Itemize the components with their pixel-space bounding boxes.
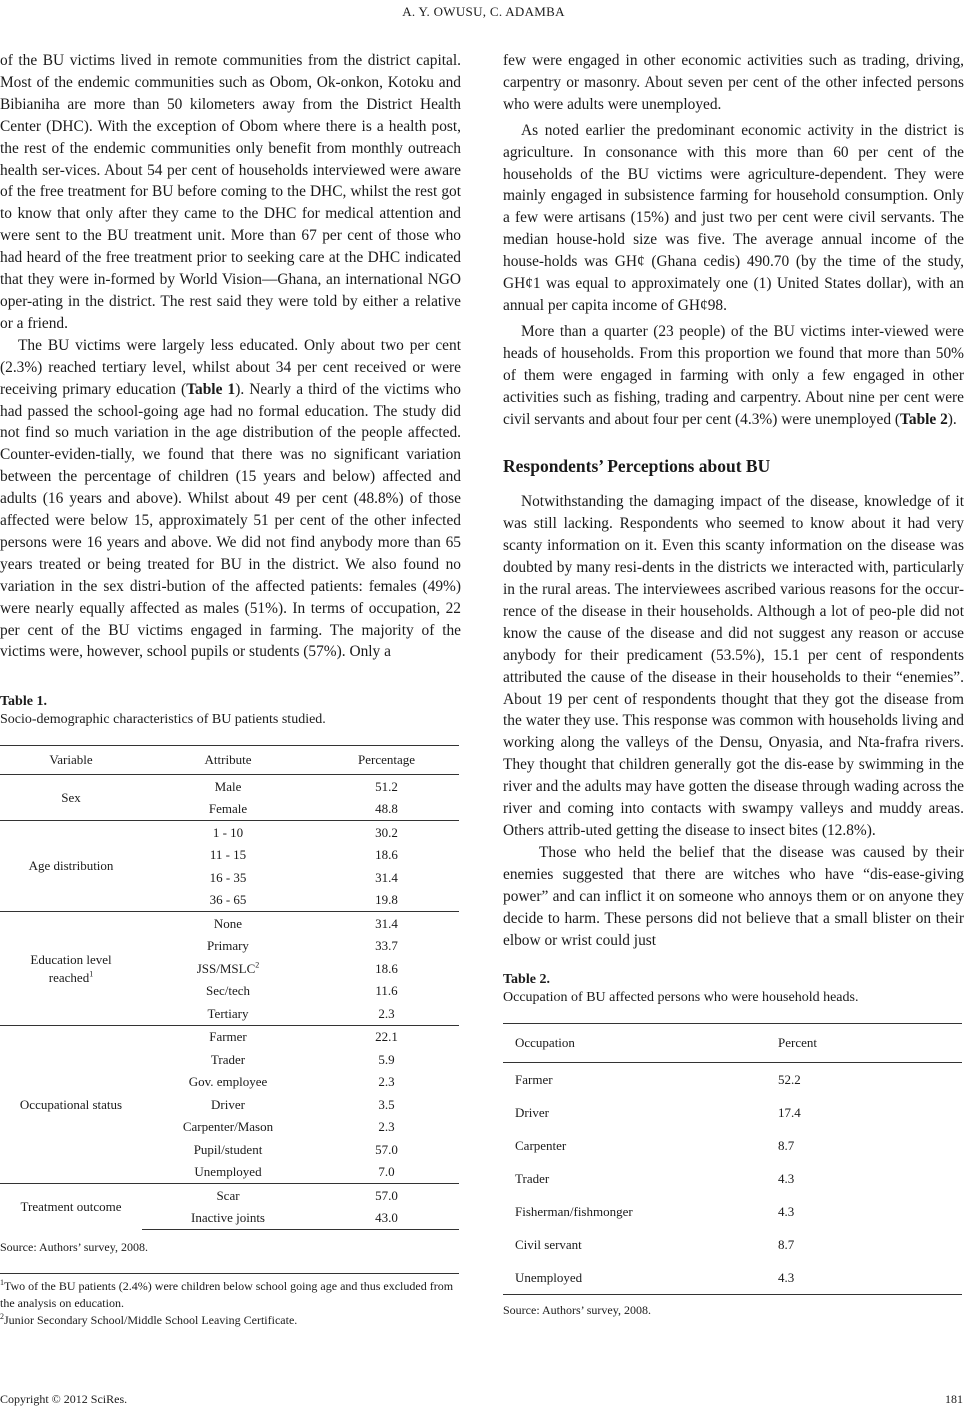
column-header: Variable: [0, 746, 142, 775]
percentage-cell: 18.6: [375, 847, 398, 863]
table-row: [0, 1025, 459, 1048]
attribute-cell: [142, 1048, 314, 1071]
paragraph: [503, 321, 964, 431]
table-row: [503, 1261, 962, 1295]
attribute-text: Farmer: [209, 1029, 247, 1045]
occupation-cell: Driver: [515, 1104, 549, 1120]
table-body: [0, 775, 459, 1230]
column-header: Percentage: [314, 746, 459, 775]
paragraph: Notwithstanding the damaging impact of the disease, knowledge of it was still lacking. Respondents who seemed to know about it had very scanty information on it. Even this scanty information on the disease was doubted by many resi-dents in the districts we interacted with, particularly in the rural areas. The interviewees ascribed various reasons for the occur-rence of the disease in their households. Although a lot of peo-ple did not know the cause of the disease and did not suggest any reason or accuse anybody for their predicament (53.5%), 15.1 per cent of respondents attributed the cause of the disease in their households to their “enemies”. About 19 per cent of respondents thought that they got the disease from the water they use. This response was common with households living and working along the valleys of the Densu, Onyasia, and Nta-frafra rivers. They thought that children generally got the dis-ease by swimming in the river and the adults may have gotten the disease through wading across the river and coming into contacts with swampy valleys and muddy areas. Others attrib-uted getting the disease to insect bites (12.8%).: [503, 493, 964, 839]
paragraph: few were engaged in other economic activities such as trading, driving, carpentry or masonry. About seven per cent of the other infected persons who were adults were unemployed.: [503, 52, 964, 113]
footnote-mark: 1: [0, 1278, 4, 1288]
footnote-text: Junior Secondary School/Middle School Leaving Certificate.: [4, 1313, 298, 1328]
variable-cell: Age distribution: [0, 821, 142, 912]
percentage-cell: 48.8: [375, 801, 398, 817]
table-label: Table 2.: [503, 972, 550, 988]
attribute-text: 11 - 15: [209, 847, 247, 863]
percent-cell: 52.2: [778, 1071, 801, 1087]
paragraph-text: ).: [947, 410, 957, 428]
page-number: 181: [945, 1392, 963, 1406]
left-column: [0, 50, 461, 1329]
table-body: [503, 1063, 962, 1295]
table-reference[interactable]: Table 2: [900, 410, 948, 428]
table-caption: Socio-demographic characteristics of BU patients studied.: [0, 712, 326, 728]
occupation-cell: Trader: [515, 1170, 550, 1186]
attribute-text: JSS/MSLC: [196, 960, 256, 976]
attribute-cell: [142, 1207, 314, 1230]
attribute-cell: [142, 775, 314, 798]
attribute-cell: [142, 1002, 314, 1025]
variable-cell: Occupational status: [0, 1025, 142, 1184]
column-header: Percent: [766, 1024, 962, 1063]
percentage-cell: 19.8: [375, 892, 398, 908]
footnote-mark: 1: [89, 969, 94, 979]
table-row: [0, 821, 459, 844]
percentage-cell: 30.2: [314, 821, 459, 844]
occupation-cell: Unemployed: [503, 1261, 766, 1295]
percentage-cell: 2.3: [378, 1074, 395, 1090]
attribute-text: Scar: [216, 1187, 240, 1203]
percentage-cell: 11.6: [375, 983, 398, 999]
table-row: [503, 1096, 962, 1129]
footnote-mark: 2: [0, 1312, 4, 1322]
variable-cell: Treatment outcome: [0, 1184, 142, 1230]
paragraph-text: More than a quarter (23 people) of the BU victims inter-viewed were heads of households. From this proportion we found that more than 50% of them were engaged in farming with only a few engaged in other activities such as fishing, trading and carpentry. About nine per cent were civil servants and about four per cent (4.3%) were unemployed (: [503, 322, 964, 428]
attribute-cell: [142, 935, 314, 958]
percent-cell: 17.4: [778, 1104, 801, 1120]
attribute-cell: [142, 798, 314, 821]
table-row: [503, 1063, 962, 1097]
section-heading: Respondents’ Perceptions about BU: [503, 456, 771, 477]
attribute-text: Gov. employee: [188, 1074, 268, 1090]
table-source: Source: Authors’ survey, 2008.: [503, 1303, 651, 1318]
paragraph: of the BU victims lived in remote communities from the district capital. Most of the endemic communities such as Obom, Ok-onkon, Kotoku and Bibianiha are more than 50 kilometers away from the District Health Center (DHC). With the exception of Obom where there is a health post, the rest of the endemic communities only benefit from monthly outreach health ser-vices. About 54 per cent of households interviewed were aware of the free treatment for BU before coming to the DHC, whilst the rest got to know that only after they came to the DHC for medical attention and were sent to the BU treatment unit. More than 67 per cent of those who had heard of the free treatment prior to seeking care at the DHC indicated that they were in-formed by World Vision—Ghana, an international NGO oper-ating in the district. The rest said they were told by either a relative or a friend.: [0, 52, 461, 332]
attribute-text: Sec/tech: [205, 983, 251, 999]
footnote-mark: 2: [255, 960, 260, 970]
demographics-table: [0, 745, 459, 1230]
footnote: [0, 1278, 461, 1312]
percentage-cell: 18.6: [375, 960, 398, 976]
table-row: [0, 775, 459, 798]
attribute-text: Unemployed: [194, 1164, 262, 1180]
attribute-cell: [142, 1093, 314, 1116]
table-row: [503, 1162, 962, 1195]
percentage-cell: 31.4: [314, 912, 459, 935]
percentage-cell: 22.1: [314, 1025, 459, 1048]
occupation-table: [503, 1023, 962, 1295]
table-source: Source: Authors’ survey, 2008.: [0, 1240, 148, 1255]
attribute-cell: [142, 1071, 314, 1094]
footnote-divider: [0, 1273, 459, 1274]
paragraph: Those who held the belief that the disease was caused by their enemies suggested that there are witches who have “dis-ease-giving power” and can inflict it on someone who annoys them or on anyone they decide to harm. These persons did not believe that a small blister on their elbow or wrist could just: [503, 843, 964, 949]
attribute-text: Male: [214, 778, 242, 794]
attribute-cell: [142, 821, 314, 844]
percentage-cell: 43.0: [314, 1207, 459, 1230]
attribute-cell: [142, 1184, 314, 1207]
paragraph-text: ). Nearly a third of the victims who had passed the school-going age had no formal education. The study did not find so much variation in the age distribution of the people affected. Counter-eviden-tially, we found that there was no significant variation between the percentage of children (15 years and below) affected and adults (16 years and above). Whilst about 49 per cent (48.8%) of those affected were below 15, approximately 51 per cent of the other infected persons were 16 years and above. We did not find anybody more than 65 years treated or being treated for BU in the district. We also found no variation in the sex distri-bution of the affected patients: females (49%) were nearly equally affected as males (51%). In terms of occupation, 22 per cent of the BU victims engaged in farming. The majority of the victims were, however, school pupils or students (57%). Only a: [0, 380, 461, 661]
running-head: A. Y. OWUSU, C. ADAMBA: [402, 4, 565, 19]
attribute-cell: [142, 1025, 314, 1048]
percentage-cell: 2.3: [378, 1119, 395, 1135]
percentage-cell: 57.0: [375, 1141, 398, 1157]
percent-cell: 8.7: [778, 1236, 795, 1252]
attribute-text: Trader: [210, 1051, 246, 1067]
percent-cell: 4.3: [778, 1203, 795, 1219]
occupation-cell: Farmer: [515, 1071, 553, 1087]
percentage-cell: 3.5: [378, 1096, 395, 1112]
attribute-cell: [142, 1138, 314, 1161]
column-header: Attribute: [142, 746, 314, 775]
variable-cell: Sex: [61, 789, 81, 805]
percentage-cell: 7.0: [378, 1164, 395, 1180]
percent-cell: 4.3: [766, 1261, 962, 1295]
attribute-text: 36 - 65: [209, 892, 247, 908]
attribute-text: 1 - 10: [212, 824, 244, 840]
table-row: [503, 1195, 962, 1228]
table-caption: Occupation of BU affected persons who were household heads.: [503, 990, 859, 1006]
paragraph-text: The BU victims were largely less educated. Only about two per cent (2.3%) reached tertiary level, whilst about 34 per cent received or were receiving primary education (: [0, 336, 461, 398]
attribute-cell: [142, 889, 314, 912]
attribute-cell: [142, 957, 314, 980]
percentage-cell: 33.7: [375, 938, 398, 954]
table-row: [503, 1228, 962, 1261]
table-row: [0, 912, 459, 935]
paragraph: [0, 335, 461, 664]
percent-cell: 8.7: [778, 1137, 795, 1153]
copyright-notice: Copyright © 2012 SciRes.: [0, 1392, 128, 1406]
table-row: [0, 1184, 459, 1207]
footnote: [0, 1312, 461, 1329]
percentage-cell: 31.4: [375, 869, 398, 885]
attribute-text: Inactive joints: [190, 1210, 265, 1226]
percentage-cell: 57.0: [314, 1184, 459, 1207]
table-label: Table 1.: [0, 694, 47, 710]
footnote-text: Two of the BU patients (2.4%) were children below school going age and thus excluded from the analysis on education.: [0, 1279, 454, 1311]
right-column: [503, 50, 964, 1318]
attribute-text: Female: [208, 801, 248, 817]
attribute-text: None: [213, 915, 243, 931]
attribute-text: Driver: [211, 1096, 245, 1112]
attribute-text: Pupil/student: [193, 1141, 263, 1157]
attribute-text: 16 - 35: [209, 869, 247, 885]
attribute-cell: [142, 980, 314, 1003]
attribute-cell: [142, 1161, 314, 1184]
attribute-cell: [142, 912, 314, 935]
attribute-cell: [142, 866, 314, 889]
percent-cell: 4.3: [778, 1170, 795, 1186]
paragraph: As noted earlier the predominant economic activity in the district is agriculture. In consonance with this more than 60 per cent of the households of the BU victims were agriculture-dependent. They were mainly engaged in subsistence farming for household consumption. Only a few were artisans (15%) and just two per cent were civil servants. The median house-hold size was five. The average annual income of the house-holds was GH¢ (Ghana cedis) 490.70 (by the time of the study, GH¢1 was equal to approximately one (1) United States dollar), with an annual per capita income of GH¢98.: [503, 121, 964, 314]
attribute-cell: [142, 844, 314, 867]
attribute-text: Carpenter/Mason: [182, 1119, 274, 1135]
percentage-cell: 51.2: [375, 778, 398, 794]
attribute-text: Tertiary: [207, 1005, 249, 1021]
table-row: [503, 1129, 962, 1162]
variable-cell: Education level reached$^1$: [0, 912, 142, 1026]
occupation-cell: Carpenter: [515, 1137, 567, 1153]
attribute-cell: [142, 1116, 314, 1139]
occupation-cell: Civil servant: [515, 1236, 582, 1252]
attribute-text: Primary: [207, 938, 249, 954]
column-header: Occupation: [503, 1024, 766, 1063]
percentage-cell: 2.3: [378, 1005, 395, 1021]
percentage-cell: 5.9: [378, 1051, 395, 1067]
table-reference[interactable]: Table 1: [186, 380, 236, 398]
occupation-cell: Fisherman/fishmonger: [515, 1203, 633, 1219]
